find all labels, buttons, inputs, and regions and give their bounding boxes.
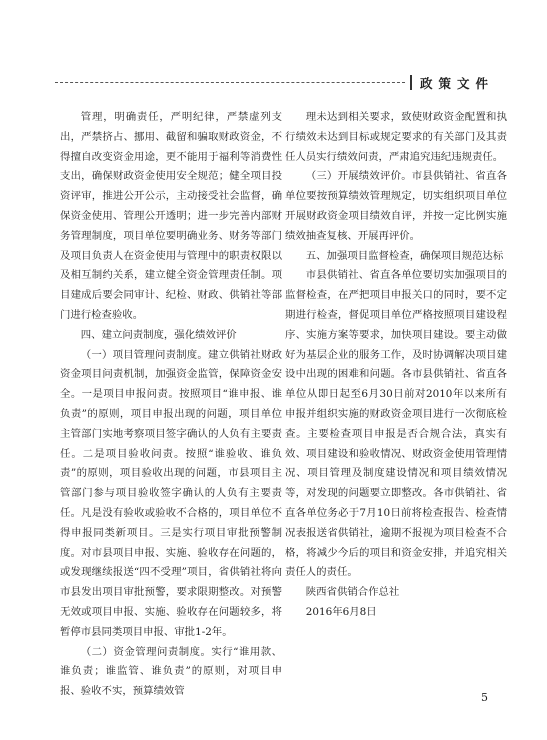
right-heading-5: 五、加强项目监督检查，确保项目规范达标: [305, 249, 504, 262]
left-heading-4: 四、建立问责制度，强化绩效评价: [80, 328, 237, 341]
header-dashed-rule: [55, 82, 405, 83]
right-column: [285, 108, 507, 623]
page-number: 5: [481, 691, 488, 704]
left-para-2: （一）项目管理问责制度。建立供销社财政资金项目问责机制，加强资金监管，保障资金安全。一是项目申报问责。按照项目“谁申报、谁负责”的原则，项目申报出现的问题，项目单位主管部门实地考察项目签字确认的人负有主要责任。二是项目验收问责。按照“谁验收、谁负责”的原则，项目验收出现的问题，市县项目主管部门参与项目验收签字确认的人负有主要责任。凡是没有验收或验收不合格的，项目单位不得申报同类新项目。三是实行项目审批预警制度。对市县项目申报、实施、验收存在问题的，或发现继续报送“四不受理”项目，省供销社将向市县发出项目审批预警，要求限期整改。对预警无效或项目申报、实施、验收存在问题较多，将暂停市县同类项目申报、审批1-2年。: [60, 348, 282, 638]
signature-org: 陕西省供销合作总社: [305, 586, 400, 599]
right-para-3: 市县供销社、省直各单位要切实加强项目的监督检查，在严把项目申报关口的同时，要不定期进行检查，督促项目单位严格按照项目建设程序、实施方案等要求，加快项目建设。要主动做好为基层企业的服务工作，及时协调解决项目建设中出现的困难和问题。各市县供销社、省直各单位从即日起至6月30日前对2010年以来所有申报并组织实施的财政资金项目进行一次彻底检查。主要检查项目申报是否合规合法，真实有效、项目建设和验收情况、财政资金使用管理情况、项目管理及制度建设情况和项目绩效情况等，对发现的问题要立即整改。各市供销社、省直各单位务必于7月10日前将检查报告、检查情况表报送省供销社，逾期不报视为项目检查不合格，将减少今后的项目和资金安排，并追究相关责任人的责任。: [285, 269, 507, 579]
page-header: [0, 72, 547, 92]
left-para-1: 管理，明确责任，严明纪律，严禁虚列支出，严禁挤占、挪用、截留和骗取财政资金，不得擅自改变资金用途，更不能用于福利等消费性支出，确保财政资金使用安全规范；健全项目投资评审，推进公开公示，主动接受社会监督，确保资金使用、管理公开透明；进一步完善内部财务管理制度，项目单位要明确业务、财务等部门及项目负责人在资金使用与管理中的职责权限以及相互制约关系，建立健全资金管理责任制。项目建成后要会同审计、纪检、财政、供销社等部门进行检查验收。: [60, 111, 282, 321]
header-separator: [410, 75, 412, 90]
left-column: [60, 108, 282, 702]
left-para-3: （二）资金管理问责制度。实行“谁用款、谁负责；谁监管、谁负责”的原则，对项目申报、验收不实，预算绩效管: [60, 645, 282, 698]
right-para-1: 理未达到相关要求，致使财政资金配置和执行绩效未达到目标或规定要求的有关部门及其责任人员实行绩效问责，严肃追究违纪违规责任。: [285, 111, 507, 163]
section-title: 政策文件: [420, 76, 495, 91]
signature-date: 2016年6月8日: [305, 605, 377, 618]
right-para-2: （三）开展绩效评价。市县供销社、省直各单位要按预算绩效管理规定，切实组织项目单位开展财政资金项目绩效自评，并按一定比例实施绩效抽查复核、开展再评价。: [285, 170, 507, 242]
